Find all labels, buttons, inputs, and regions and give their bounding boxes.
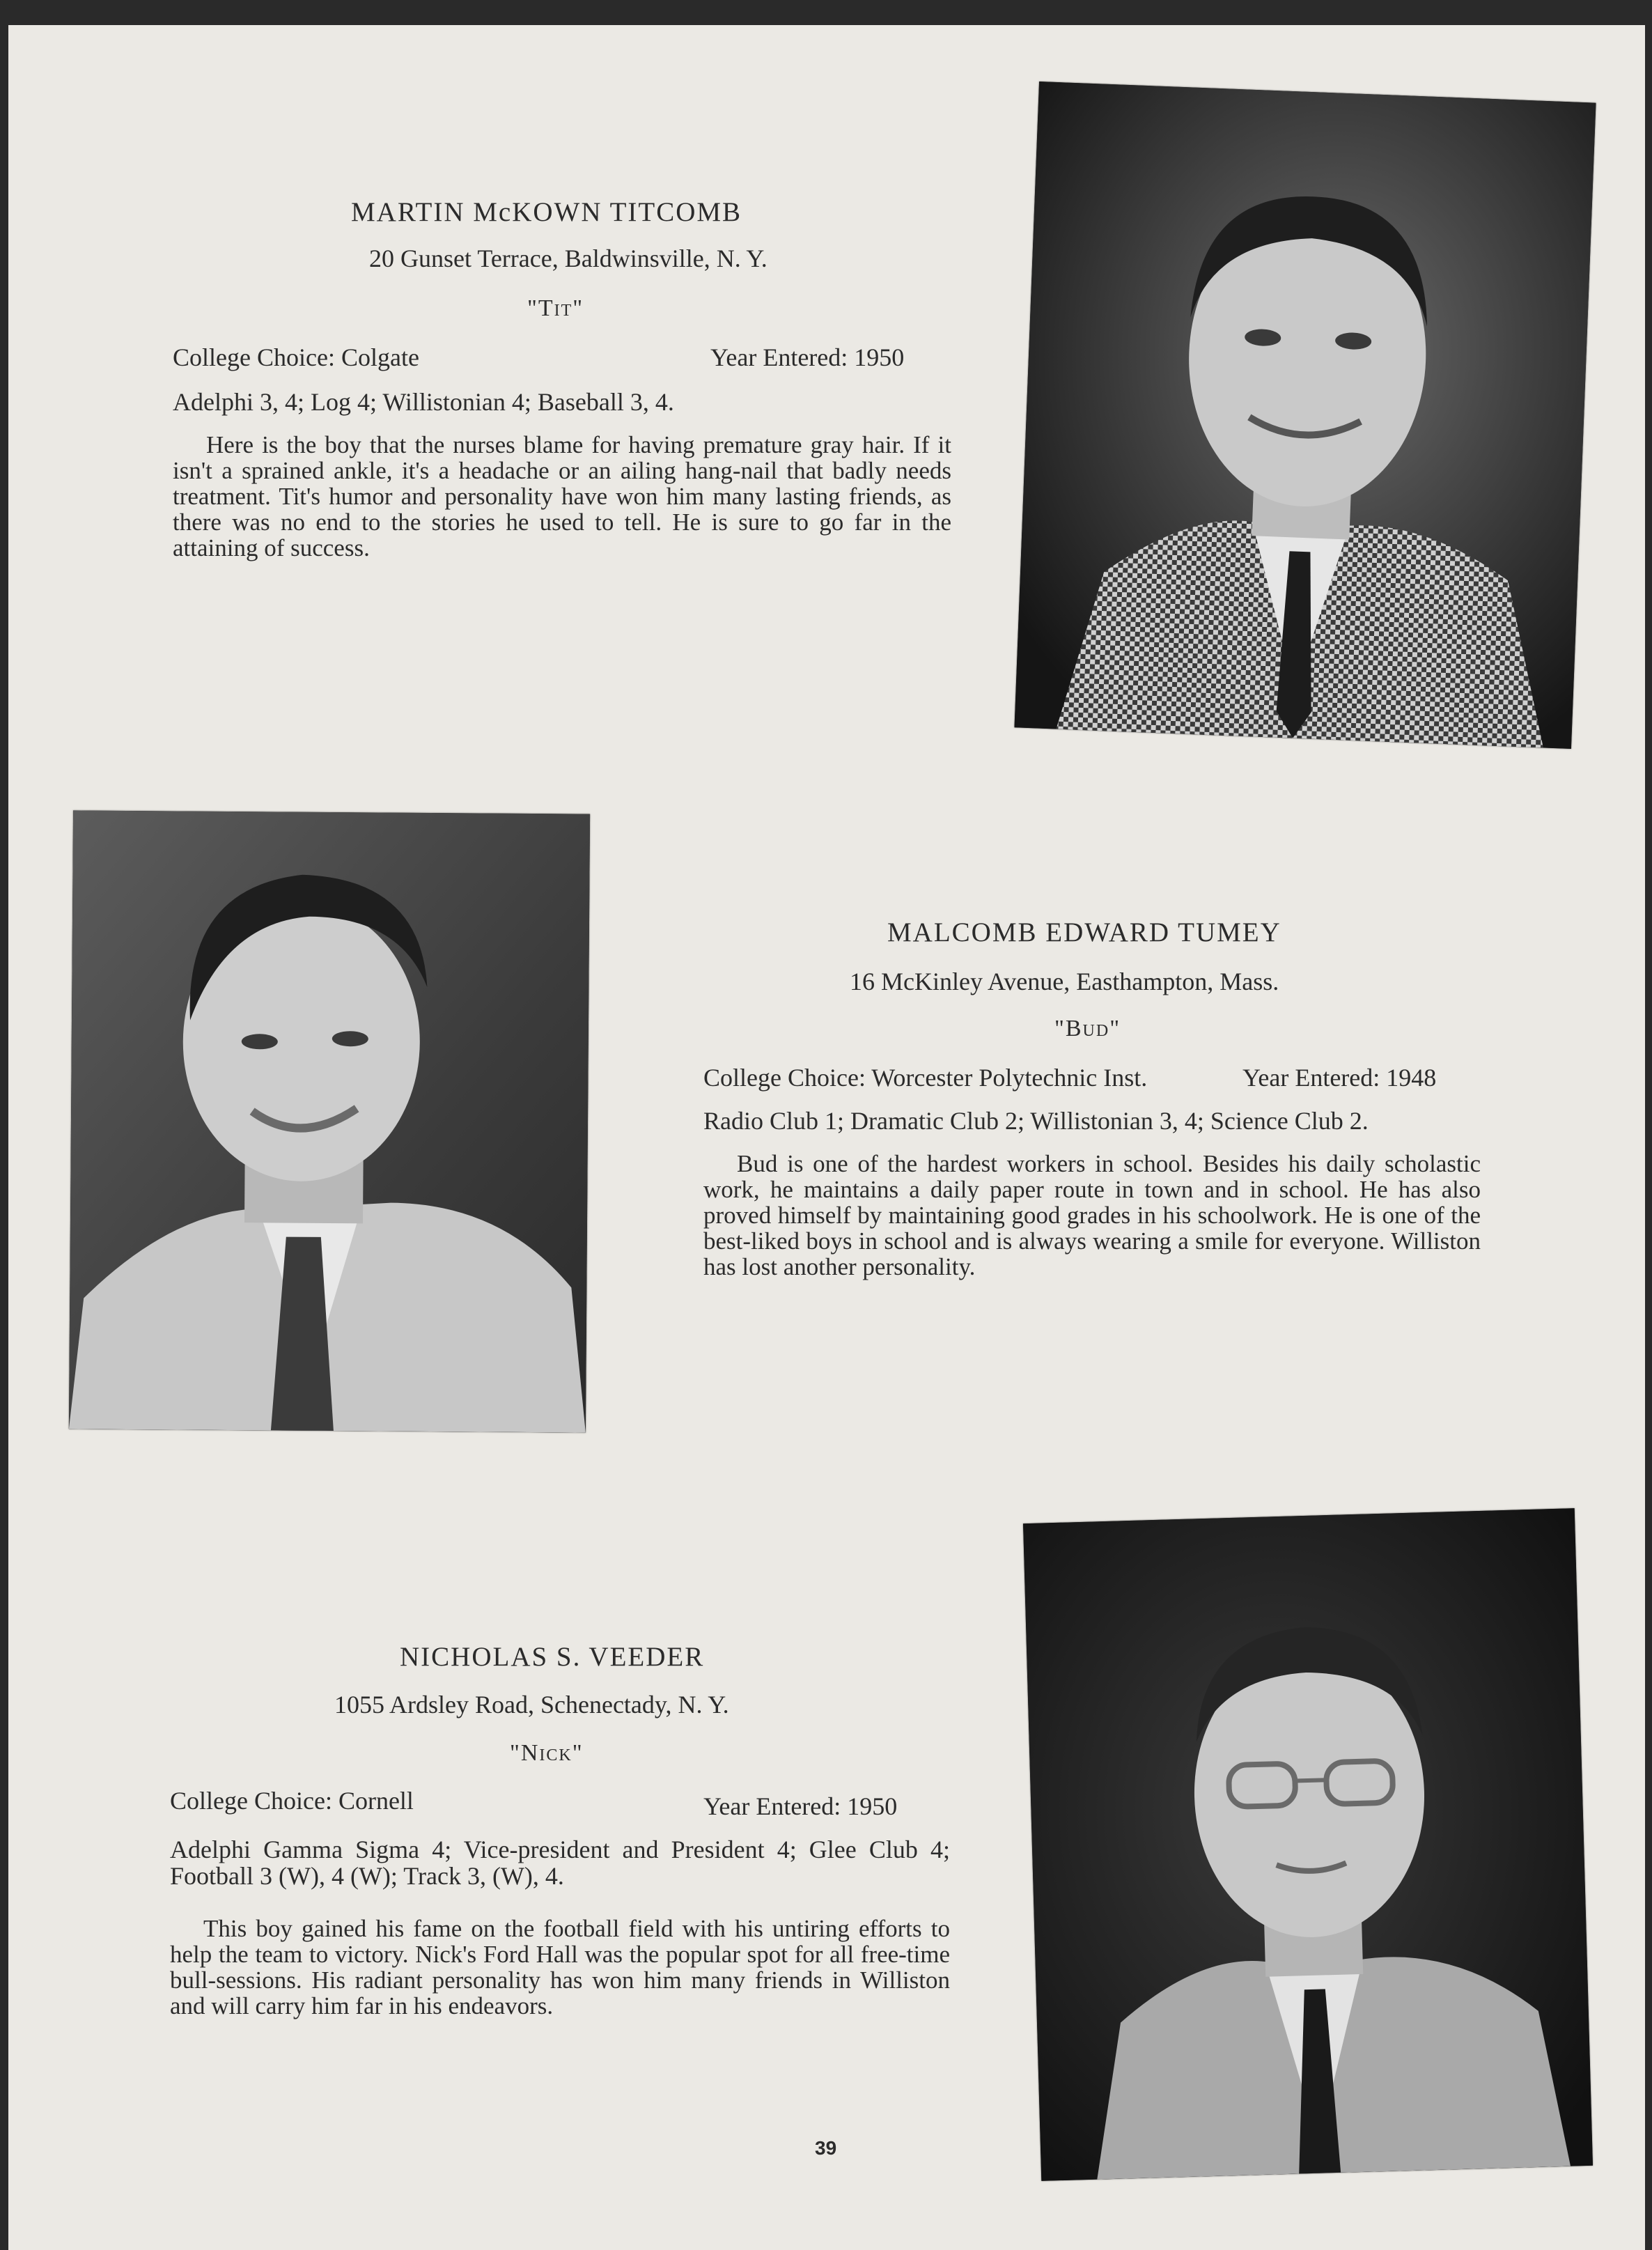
year-entered: Year Entered: 1950	[710, 343, 905, 371]
student-nickname: "Tit"	[527, 295, 584, 321]
student-address: 16 McKinley Avenue, Easthampton, Mass.	[850, 968, 1279, 995]
student-portrait-photo	[69, 810, 590, 1432]
student-bio: Bud is one of the hardest workers in school. Besides his daily scholastic work, he maintains a daily paper route in town and in school. He has also proved himself by maintaining good grades in his schoolwork. He is one of the best-liked boys in school and is always wearing a smile for everyone. Williston has lost another personality.	[703, 1150, 1481, 1280]
year-entered: Year Entered: 1948	[1242, 1064, 1437, 1092]
student-nickname: "Nick"	[510, 1740, 584, 1766]
student-name: MALCOMB EDWARD TUMEY	[887, 917, 1281, 947]
yearbook-page	[8, 25, 1645, 2250]
student-portrait-photo	[1023, 1508, 1593, 2181]
student-activities: Adelphi Gamma Sigma 4; Vice-president and President 4; Glee Club 4; Football 3 (W), 4 (W); Track 3, (W), 4.	[170, 1836, 950, 1890]
college-choice: College Choice: Cornell	[170, 1787, 414, 1815]
student-bio: This boy gained his fame on the football field with his untiring efforts to help the team to victory. Nick's Ford Hall was the popular spot for all free-time bull-sessions. His radiant personality has won him many friends in Williston and will carry him far in his endeavors.	[170, 1915, 950, 2019]
student-name: MARTIN McKOWN TITCOMB	[351, 197, 742, 227]
student-portrait-photo	[1014, 82, 1596, 749]
page-number: 39	[815, 2137, 837, 2159]
student-address: 20 Gunset Terrace, Baldwinsville, N. Y.	[369, 245, 767, 272]
year-entered: Year Entered: 1950	[703, 1792, 898, 1820]
student-name: NICHOLAS S. VEEDER	[400, 1642, 705, 1672]
student-activities: Adelphi 3, 4; Log 4; Willistonian 4; Baseball 3, 4.	[173, 388, 674, 416]
student-bio: Here is the boy that the nurses blame for having premature gray hair. If it isn't a sprained ankle, it's a headache or an ailing hang-nail that badly needs treatment. Tit's humor and personality have won him many lasting friends, as there was no end to the stories he used to tell. He is sure to go far in the attaining of success.	[173, 431, 951, 561]
college-choice: College Choice: Colgate	[173, 343, 419, 371]
student-address: 1055 Ardsley Road, Schenectady, N. Y.	[334, 1691, 729, 1718]
student-nickname: "Bud"	[1054, 1016, 1121, 1041]
student-activities: Radio Club 1; Dramatic Club 2; Willistonian 3, 4; Science Club 2.	[703, 1107, 1369, 1135]
college-choice: College Choice: Worcester Polytechnic Inst.	[703, 1064, 1148, 1092]
